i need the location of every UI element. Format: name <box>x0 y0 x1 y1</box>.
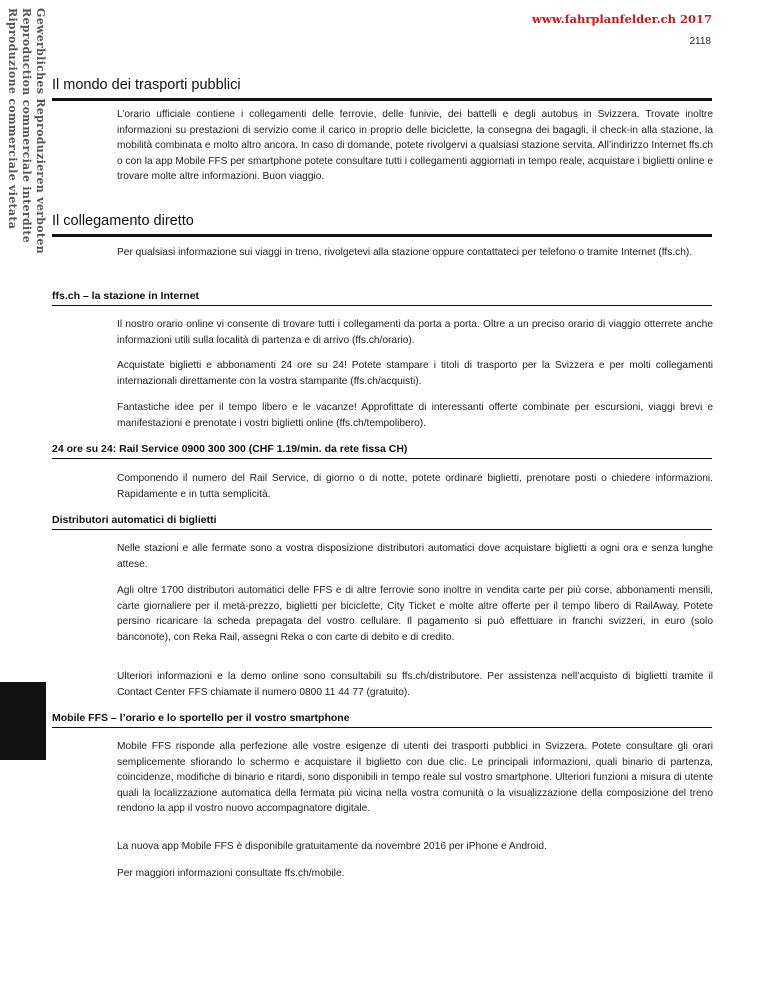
section-heading-collegamento: Il collegamento diretto <box>52 213 712 237</box>
paragraph-tempolibero: Fantastiche idee per il tempo libero e le vacanze! Approfittate di interessanti offerte combinate per escursioni, viaggi brevi e manifestazioni e prenotate i vostri biglietti online (ffs.ch/tempolibero). <box>117 402 713 429</box>
subheading-mobile-ffs: Mobile FFS – l’orario e lo sportello per il vostro smartphone <box>52 712 712 728</box>
paragraph-mobile-1: Mobile FFS risponde alla perfezione alle vostre esigenze di utenti dei trasporti pubblici in Svizzera. Potete consultare gli orari semplicemente sfiorando lo schermo e acquistare il biglietto con due clic. Le principali informazioni, quali binario di partenza, coincidenze, modifiche di binario e ritardi, sono disponibili in tempo reale sul vostro smartphone. Ulteriori funzioni a misura di utente quali la localizzazione automatica della fermata più vicina nella vostra comunità o la visualizzazione della composizione del treno rendono la app il vostro nuovo accompagnatore digitale. <box>117 741 713 815</box>
copyright-line-fr: Reproduction commerciale interdite <box>20 8 33 244</box>
section-heading-trasporti: Il mondo dei trasporti pubblici <box>52 77 712 101</box>
paragraph-orario-online: Il nostro orario online vi consente di trovare tutti i collegamenti da porta a porta. Oltre a un preciso orario di viaggio otterrete anche informazioni utili sulla località di partenza e di arrivo (ffs.ch/orario). <box>117 319 713 346</box>
page-tab-marker <box>0 682 46 760</box>
paragraph-acquisti: Acquistate biglietti e abbonamenti 24 ore su 24! Potete stampare i titoli di trasporto per la Svizzera e per molti collegamenti internazionali direttamente con la vostra stampante (ffs.ch/acquisti). <box>117 360 713 387</box>
subheading-distributori: Distributori automatici di biglietti <box>52 514 712 530</box>
paragraph-distributori-3: Ulteriori informazioni e la demo online sono consultabili su ffs.ch/distributore. Per assistenza nell’acquisto di biglietti tramite il Contact Center FFS chiamate il numero 0800 11 44 77 (gratuito). <box>117 671 713 698</box>
site-url: www.fahrplanfelder.ch 2017 <box>532 12 712 26</box>
paragraph-mobile-2: La nuova app Mobile FFS è disponibile gratuitamente da novembre 2016 per iPhone e Android. <box>117 841 547 852</box>
subheading-ffs-internet: ffs.ch – la stazione in Internet <box>52 290 712 306</box>
copyright-sidebar <box>2 8 47 254</box>
paragraph-intro: L’orario ufficiale contiene i collegamenti delle ferrovie, delle funivie, dei battelli e degli autobus in Svizzera. Trovate inoltre informazioni su prestazioni di servizio come il carico in proprio delle biciclette, la consegna dei bagagli, il check-in alla stazione, la mobilità combinata e molto altro ancora. In caso di domande, potete rivolgervi a qualsiasi stazione servita. All’indirizzo Internet ffs.ch o con la app Mobile FFS per smartphone potete consultare tutti i collegamenti aggiornati in tempo reale, acquistare i biglietti online e trovare molte altre informazioni. Buon viaggio. <box>117 109 713 183</box>
paragraph-rail-service: Componendo il numero del Rail Service, di giorno o di notte, potete ordinare biglietti, prenotare posti o chiedere informazioni. Rapidamente e in tutta semplicità. <box>117 473 713 500</box>
subheading-rail-service: 24 ore su 24: Rail Service 0900 300 300 (CHF 1.19/min. da rete fissa CH) <box>52 443 712 459</box>
copyright-line-it: Riproduzione commerciale vietata <box>6 8 19 230</box>
paragraph-distributori-1: Nelle stazioni e alle fermate sono a vostra disposizione distributori automatici dove acquistare biglietti a ogni ora e senza lunghe attese. <box>117 543 713 570</box>
paragraph-mobile-3: Per maggiori informazioni consultate ffs.ch/mobile. <box>117 868 345 879</box>
copyright-line-de: Gewerbliches Reproduzieren verboten <box>34 8 47 254</box>
page-number: 2118 <box>689 36 711 47</box>
paragraph-collegamento: Per qualsiasi informazione sui viaggi in treno, rivolgetevi alla stazione oppure contattateci per telefono o tramite Internet (ffs.ch). <box>117 247 693 258</box>
paragraph-distributori-2: Agli oltre 1700 distributori automatici delle FFS e di altre ferrovie sono inoltre in vendita carte per più corse, abbonamenti mensili, carte giornaliere per il metà-prezzo, biglietti per biciclette, City Ticket e molte altre offerte per il tempo libero di RailAway. Potete persino ricaricare la scheda prepagata del vostro cellulare. Il pagamento si può effettuare in franchi svizzeri, in euro (solo banconote), con Reka Rail, assegni Reka o con carte di debito e di credito. <box>117 585 713 643</box>
